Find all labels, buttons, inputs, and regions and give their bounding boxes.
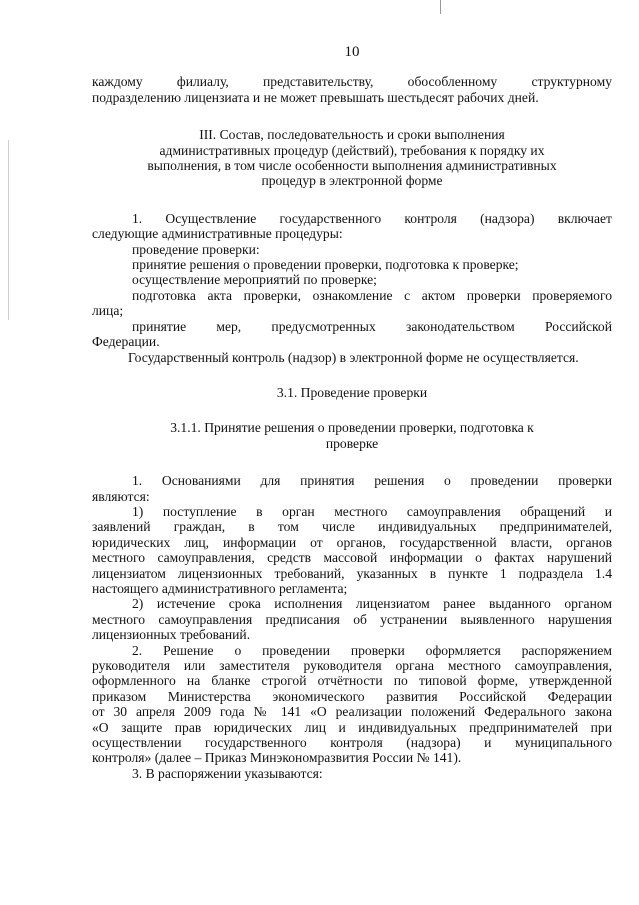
margin-artifact [8, 140, 9, 320]
ground-2 [92, 596, 612, 642]
text-line: 1) поступление в орган местного самоуправления обращений и [132, 503, 612, 519]
text-line: подразделению лицензиата и не может превышать шестьдесят рабочих дней. [92, 89, 539, 105]
heading-line: административных процедур (действий), требования к порядку их [159, 142, 545, 158]
text-line: местного самоуправления предписания об устранении выявленного нарушения [92, 611, 612, 627]
text-line: следующие административные процедуры: [92, 226, 343, 242]
text-line: 2. Решение о проведении проверки оформляется распоряжением [132, 642, 612, 658]
subsection-3-1-heading: 3.1. Проведение проверки [276, 384, 428, 400]
heading-line: выполнения, в том числе особенности выполнения административных [147, 158, 557, 174]
text-line: руководителя или заместителя руководителя органа местного самоуправления, [92, 658, 612, 673]
grounds-paragraph [92, 473, 612, 504]
text-line: местного самоуправления, средств массовой информации о фактах нарушений [92, 550, 612, 566]
text-line: Федерации. [92, 334, 160, 350]
heading-line: 3.1.1. Принятие решения о проведении проверки, подготовка к [170, 420, 534, 436]
scan-artifact [440, 0, 441, 14]
text-line: осуществлении государственного контроля (надзора) и муниципального [92, 735, 612, 751]
text-line: приказом Министерства экономического развития Российской Федерации [92, 688, 612, 704]
heading-line: проверке [325, 435, 379, 451]
text-line: являются: [92, 488, 150, 504]
text-line: «О защите прав юридических лиц и индивидуальных предпринимателей при [92, 719, 612, 735]
list-item: проведение проверки: [132, 241, 260, 257]
list-item: принятие мер, предусмотренных законодательством Российской [132, 318, 612, 334]
electronic-note [92, 350, 612, 365]
paragraph-3 [92, 766, 612, 781]
text-line: лицензионных требований. [92, 627, 251, 643]
paragraph-1 [92, 211, 612, 242]
text-line: Государственный контроль (надзор) в электронной форме не осуществляется. [128, 349, 579, 365]
text-line: 1. Осуществление государственного контроля (надзора) включает [132, 210, 612, 226]
text-line: настоящего административного регламента; [92, 580, 348, 596]
text-line: 1. Основаниями для принятия решения о проведении проверки [132, 473, 612, 489]
text-line: каждому филиалу, представительству, обособленному структурному [92, 74, 612, 90]
text-line: оформленного на бланке строгой отчётности по типовой форме, утвержденной [92, 673, 612, 689]
text-line: от 30 апреля 2009 года № 141 «О реализации положений Федерального закона [92, 704, 612, 720]
subsection-3-1-1-heading [132, 420, 572, 451]
text-line: 3. В распоряжении указываются: [132, 765, 323, 781]
text-line: юридических лиц, информации от органов, государственной власти, органов [92, 534, 612, 550]
ground-1 [92, 504, 612, 596]
list-item: подготовка акта проверки, ознакомление с актом проверки проверяемого [132, 287, 612, 303]
page-number: 10 [344, 44, 360, 60]
section-3-heading [122, 127, 582, 189]
page-content [92, 45, 612, 781]
intro-paragraph [92, 74, 612, 105]
text-line: контроля» (далее – Приказ Минэкономразвития России № 141). [92, 750, 462, 766]
text-line: заявлений граждан, в том числе индивидуальных предпринимателей, [92, 519, 612, 535]
text-line: лица; [92, 303, 124, 319]
decision-paragraph [92, 643, 612, 766]
procedure-list [92, 242, 612, 350]
heading-line: процедур в электронной форме [261, 173, 443, 189]
heading-line: III. Состав, последовательность и сроки выполнения [199, 127, 505, 143]
text-line: лицензиатом лицензионных требований, указанных в пункте 1 подраздела 1.4 [92, 565, 612, 581]
list-item: принятие решения о проведении проверки, подготовка к проверке; [132, 257, 519, 273]
text-line: 2) истечение срока исполнения лицензиатом ранее выданного органом [132, 596, 612, 612]
list-item: осуществление мероприятий по проверке; [132, 272, 377, 288]
